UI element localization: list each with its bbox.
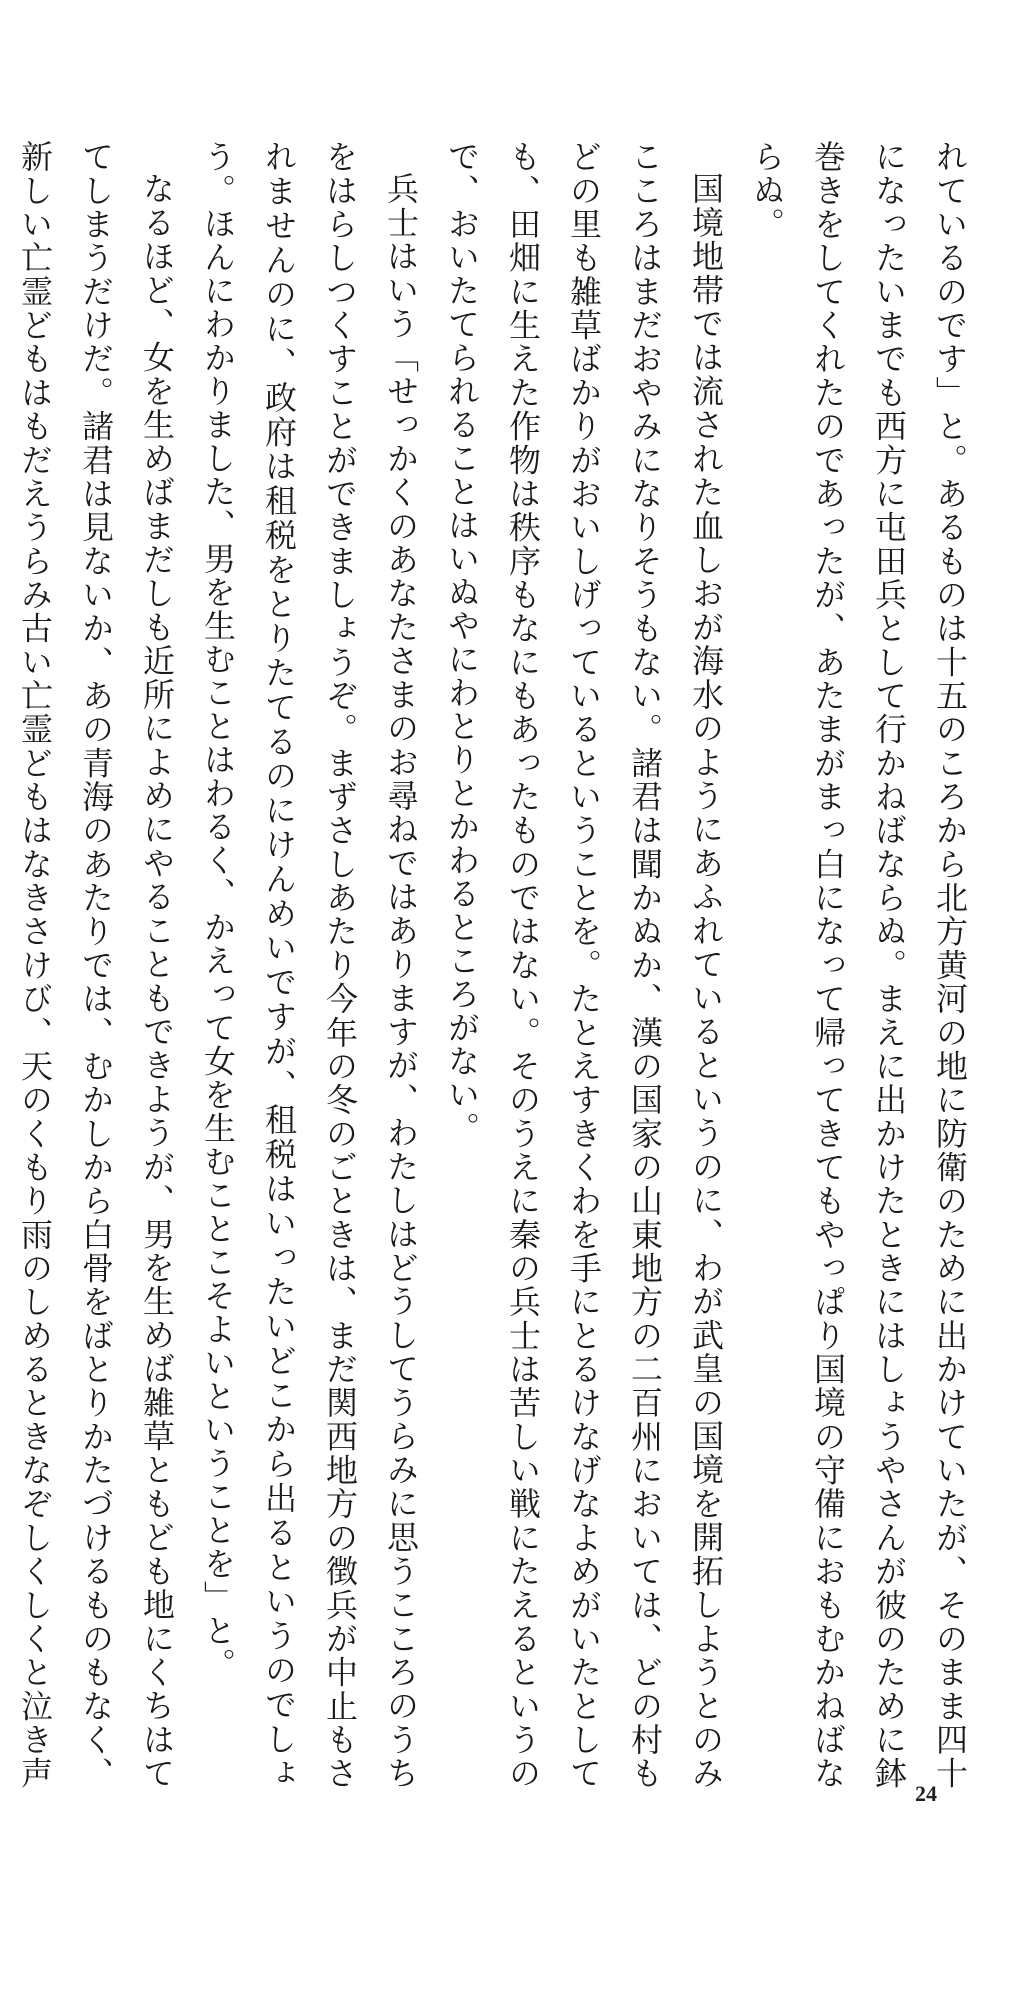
page-number: 24 [915, 1781, 937, 1806]
vertical-text-body [16, 140, 980, 1791]
paragraph-3: 兵士はいう「せっかくのあなたさまのお尋ねではありますが、わたしはどうしてうらみに思うこころのうちをはらしつくすことができましょうぞ。まずさしあたり今年の冬のごときは、まだ関西地方の徴兵が中止もされませんのに、政府は租税をとりたてるのにけんめいですが、租税はいったいどこから出るというのでしょう。ほんにわかりました、男を生むことはわるく、かえって女を生むことこそよいということを」と。 [199, 140, 420, 1791]
paragraph-1: れているのです」と。あるものは十五のころから北方黄河の地に防衛のために出かけていたが、そのまま四十になったいまでも西方に屯田兵として行かねばならぬ。まえに出かけたときにはしょうやさんが彼のために鉢巻きをしてくれたのであったが、あたまがまっ白になって帰ってきてもやっぱり国境の守備におもむかねばならぬ。 [748, 140, 969, 1791]
paragraph-2: 国境地帯では流された血しおが海水のようにあふれているというのに、わが武皇の国境を開拓しようとのみこころはまだおやみになりそうもない。諸君は聞かぬか、漢の国家の山東地方の二百州においては、どの村もどの里も雑草ばかりがおいしげっているということを。たとえすきくわを手にとるけなげなよめがいたとしても、田畑に生えた作物は秩序もなにもあったものではない。そのうえに秦の兵士は苦しい戦にたえるというので、おいたてられることはいぬやにわとりとかわるところがない。 [443, 140, 725, 1791]
paragraph-4: なるほど、女を生めばまだしも近所によめにやることもできようが、男を生めば雑草ともども地にくちはててしまうだけだ。諸君は見ないか、あの青海のあたりでは、むかしから白骨をばとりかたづけるものもなく、新しい亡霊どもはもだえうらみ古い亡霊どもはなきさけび、天のくもり雨のしめるときなぞしくしくと泣き声 [16, 140, 176, 1791]
